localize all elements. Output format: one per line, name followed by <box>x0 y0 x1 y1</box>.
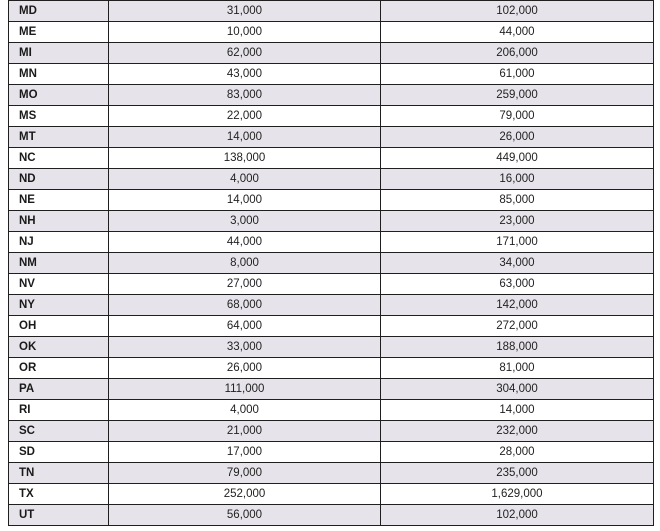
table-row <box>9 190 654 211</box>
value-cell-column-2: 33,000 <box>109 337 381 358</box>
table-row <box>9 148 654 169</box>
value-cell-column-3: 304,000 <box>381 379 654 400</box>
state-code-cell: NC <box>9 148 109 169</box>
table-row <box>9 169 654 190</box>
value-cell-column-2: 10,000 <box>109 22 381 43</box>
value-cell-column-2: 44,000 <box>109 232 381 253</box>
value-cell-column-2: 14,000 <box>109 127 381 148</box>
state-code-cell: RI <box>9 400 109 421</box>
table-row <box>9 358 654 379</box>
value-cell-column-3: 16,000 <box>381 169 654 190</box>
value-cell-column-3: 79,000 <box>381 106 654 127</box>
state-code-cell: NJ <box>9 232 109 253</box>
state-code-cell: ME <box>9 22 109 43</box>
state-code-cell: MD <box>9 1 109 22</box>
state-code-cell: MO <box>9 85 109 106</box>
value-cell-column-3: 44,000 <box>381 22 654 43</box>
state-code-cell: SC <box>9 421 109 442</box>
state-code-cell: NY <box>9 295 109 316</box>
value-cell-column-2: 138,000 <box>109 148 381 169</box>
state-data-table <box>8 0 654 526</box>
value-cell-column-3: 171,000 <box>381 232 654 253</box>
value-cell-column-3: 23,000 <box>381 211 654 232</box>
value-cell-column-3: 26,000 <box>381 127 654 148</box>
value-cell-column-2: 62,000 <box>109 43 381 64</box>
table-row <box>9 316 654 337</box>
table-row <box>9 400 654 421</box>
value-cell-column-2: 68,000 <box>109 295 381 316</box>
table-row <box>9 484 654 505</box>
value-cell-column-3: 272,000 <box>381 316 654 337</box>
value-cell-column-3: 102,000 <box>381 1 654 22</box>
value-cell-column-2: 4,000 <box>109 169 381 190</box>
table-row <box>9 106 654 127</box>
value-cell-column-2: 22,000 <box>109 106 381 127</box>
value-cell-column-3: 449,000 <box>381 148 654 169</box>
value-cell-column-3: 188,000 <box>381 337 654 358</box>
state-code-cell: NM <box>9 253 109 274</box>
value-cell-column-3: 14,000 <box>381 400 654 421</box>
value-cell-column-2: 83,000 <box>109 85 381 106</box>
value-cell-column-2: 31,000 <box>109 1 381 22</box>
table-row <box>9 337 654 358</box>
table-row <box>9 463 654 484</box>
state-code-cell: OR <box>9 358 109 379</box>
table-row <box>9 421 654 442</box>
value-cell-column-3: 34,000 <box>381 253 654 274</box>
table-row <box>9 1 654 22</box>
state-code-cell: MN <box>9 64 109 85</box>
table-row <box>9 379 654 400</box>
state-code-cell: ND <box>9 169 109 190</box>
state-code-cell: PA <box>9 379 109 400</box>
state-code-cell: OH <box>9 316 109 337</box>
state-code-cell: UT <box>9 505 109 526</box>
value-cell-column-2: 4,000 <box>109 400 381 421</box>
state-code-cell: MT <box>9 127 109 148</box>
value-cell-column-2: 43,000 <box>109 64 381 85</box>
value-cell-column-3: 81,000 <box>381 358 654 379</box>
table-row <box>9 295 654 316</box>
value-cell-column-2: 64,000 <box>109 316 381 337</box>
value-cell-column-3: 102,000 <box>381 505 654 526</box>
value-cell-column-3: 1,629,000 <box>381 484 654 505</box>
value-cell-column-3: 206,000 <box>381 43 654 64</box>
value-cell-column-2: 14,000 <box>109 190 381 211</box>
table-row <box>9 211 654 232</box>
state-code-cell: NV <box>9 274 109 295</box>
table-body <box>9 1 654 526</box>
table-row <box>9 43 654 64</box>
table-row <box>9 22 654 43</box>
value-cell-column-3: 63,000 <box>381 274 654 295</box>
table-row <box>9 442 654 463</box>
value-cell-column-2: 27,000 <box>109 274 381 295</box>
value-cell-column-2: 8,000 <box>109 253 381 274</box>
table-row <box>9 127 654 148</box>
value-cell-column-2: 17,000 <box>109 442 381 463</box>
table-row <box>9 505 654 526</box>
value-cell-column-2: 79,000 <box>109 463 381 484</box>
value-cell-column-2: 3,000 <box>109 211 381 232</box>
value-cell-column-2: 26,000 <box>109 358 381 379</box>
state-code-cell: OK <box>9 337 109 358</box>
table-row <box>9 274 654 295</box>
value-cell-column-2: 56,000 <box>109 505 381 526</box>
value-cell-column-3: 85,000 <box>381 190 654 211</box>
state-code-cell: NE <box>9 190 109 211</box>
value-cell-column-3: 259,000 <box>381 85 654 106</box>
table-row <box>9 85 654 106</box>
state-data-table-container <box>8 0 653 526</box>
table-row <box>9 64 654 85</box>
state-code-cell: TN <box>9 463 109 484</box>
state-code-cell: TX <box>9 484 109 505</box>
value-cell-column-2: 252,000 <box>109 484 381 505</box>
state-code-cell: NH <box>9 211 109 232</box>
value-cell-column-3: 142,000 <box>381 295 654 316</box>
table-row <box>9 232 654 253</box>
state-code-cell: MI <box>9 43 109 64</box>
value-cell-column-2: 21,000 <box>109 421 381 442</box>
state-code-cell: SD <box>9 442 109 463</box>
state-code-cell: MS <box>9 106 109 127</box>
value-cell-column-3: 232,000 <box>381 421 654 442</box>
value-cell-column-2: 111,000 <box>109 379 381 400</box>
value-cell-column-3: 61,000 <box>381 64 654 85</box>
value-cell-column-3: 235,000 <box>381 463 654 484</box>
value-cell-column-3: 28,000 <box>381 442 654 463</box>
table-row <box>9 253 654 274</box>
